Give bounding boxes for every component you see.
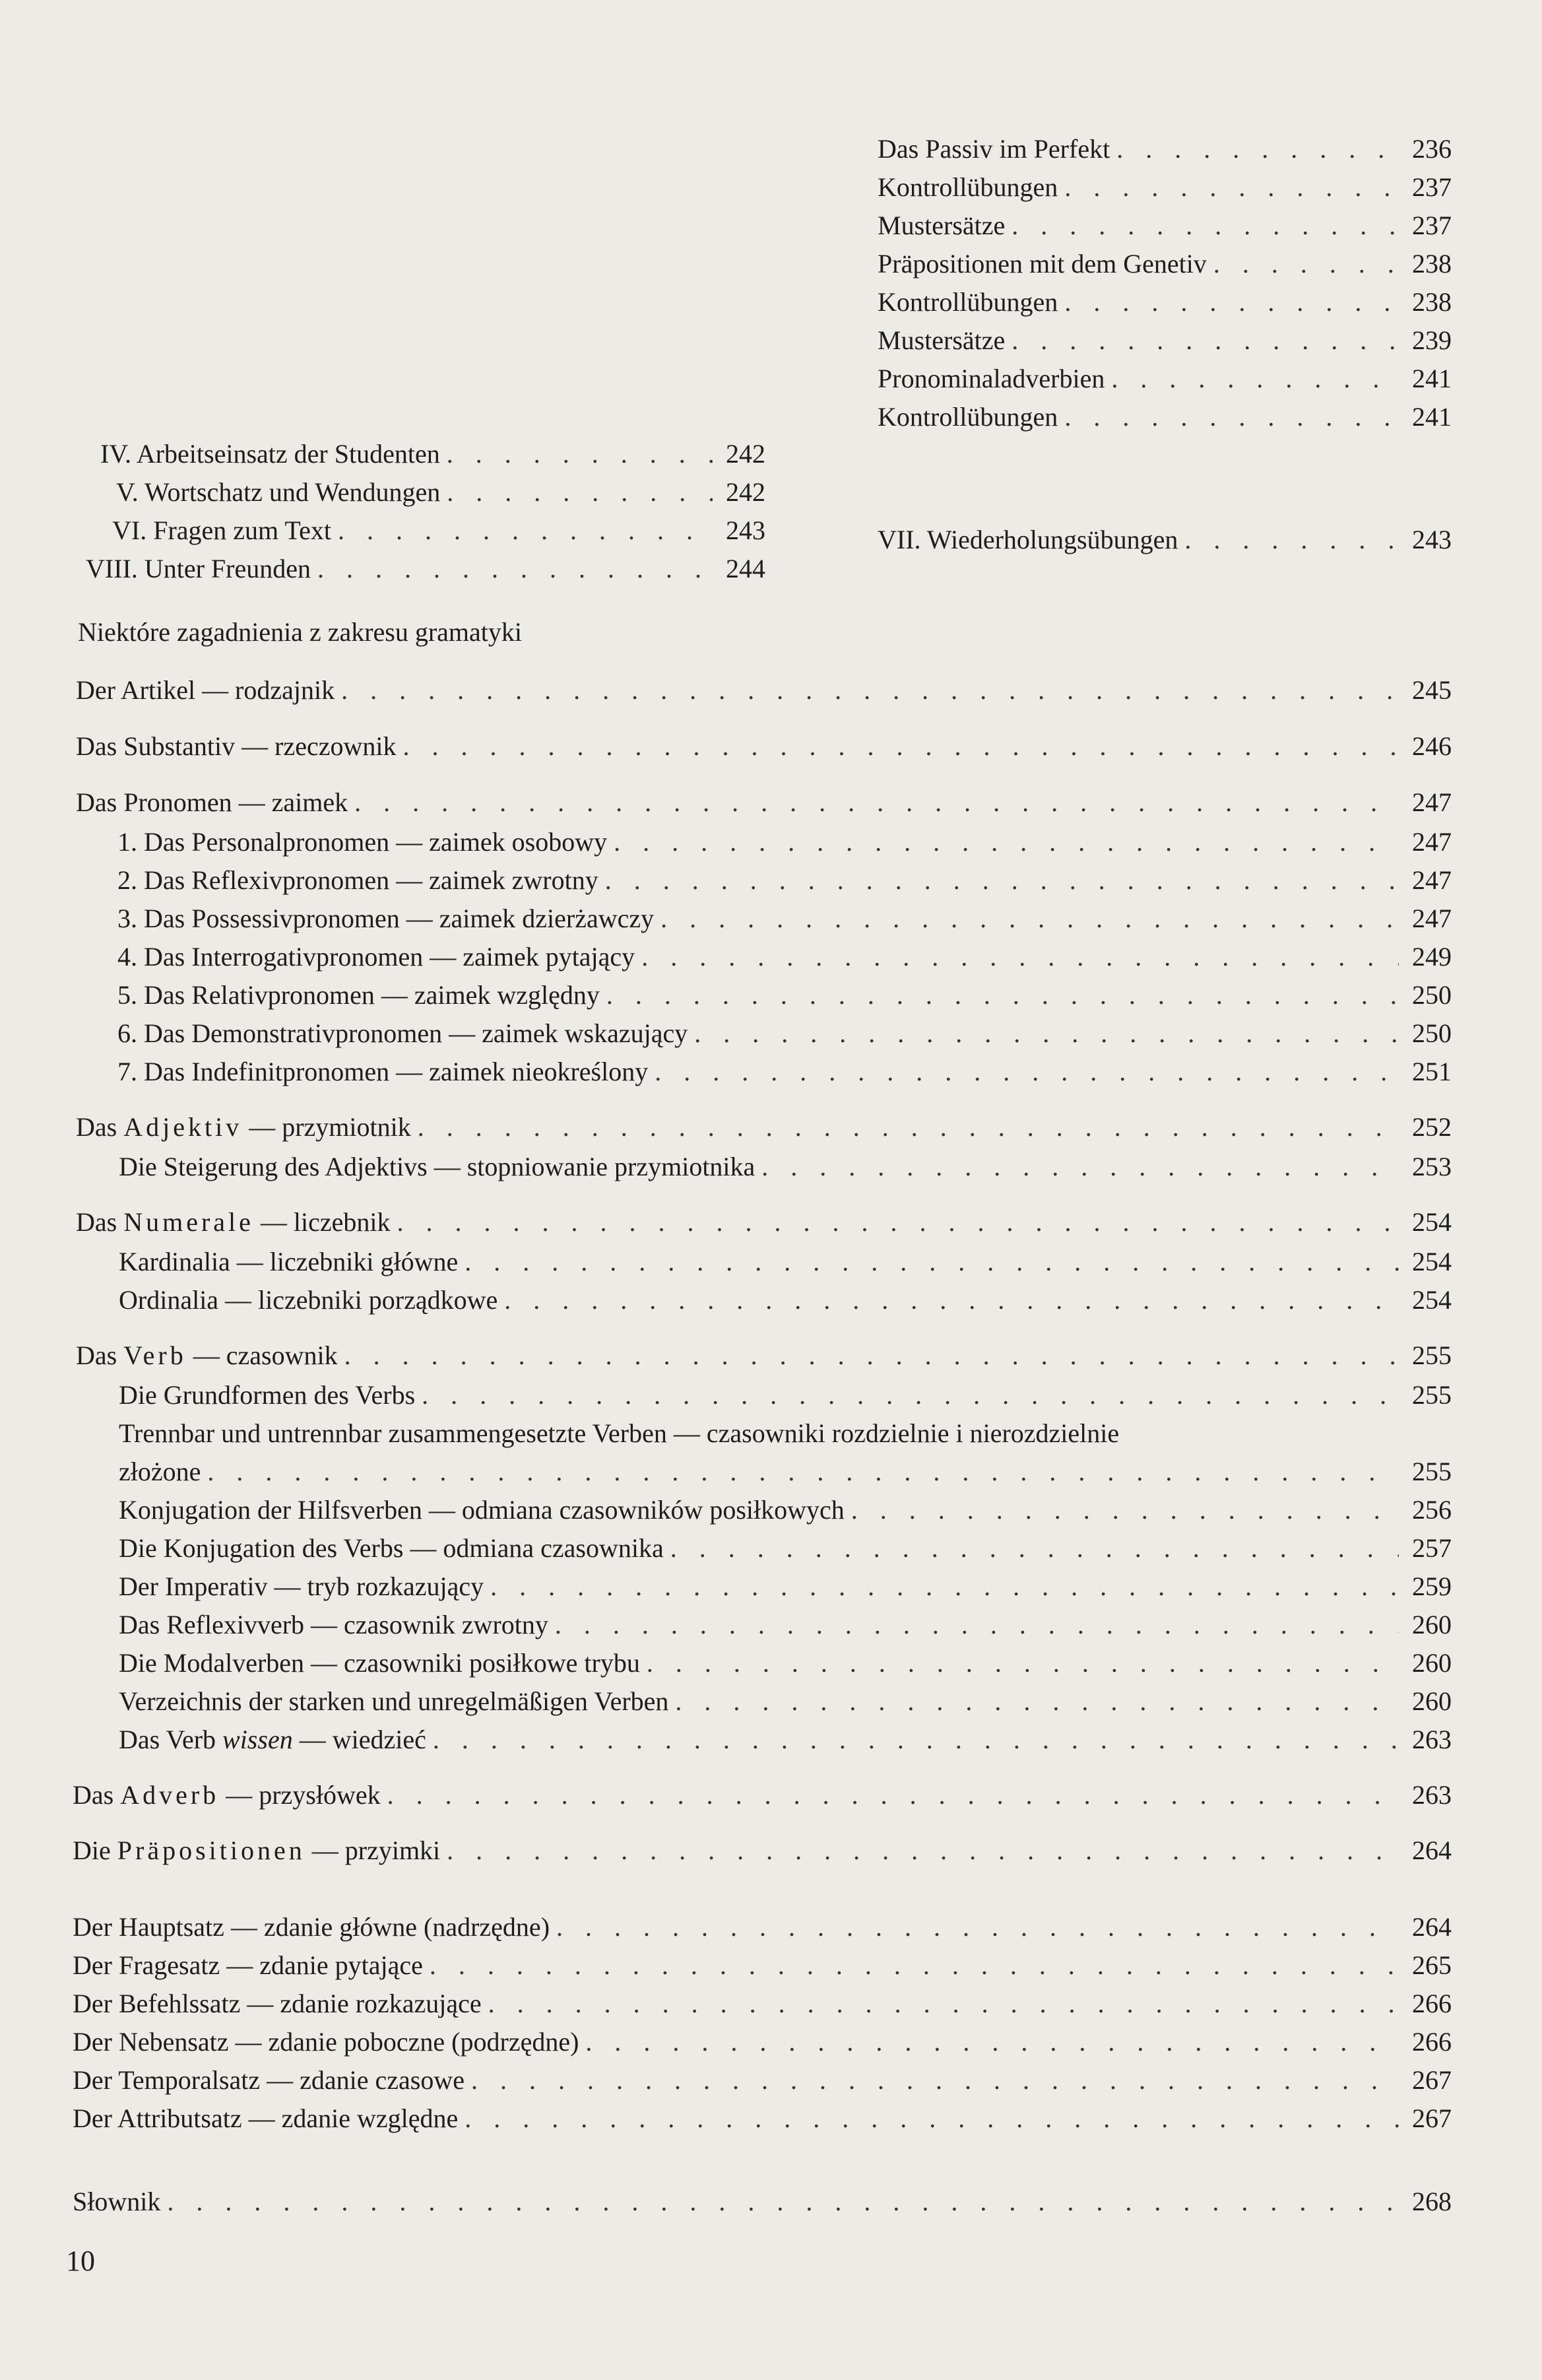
- toc-entry: Das Passiv im Perfekt . . . 236: [878, 132, 1452, 166]
- toc-entry: Das Substantiv — rzeczownik . . . 246: [76, 729, 1452, 764]
- section-heading: Niektóre zagadnienia z zakresu gramatyki: [78, 617, 523, 647]
- toc-entry: Die Präpositionen — przyimki . . . 264: [73, 1834, 1452, 1868]
- toc-entry: Das Adverb — przysłówek . . . 263: [73, 1778, 1452, 1812]
- toc-entry: Słownik . . . 268: [73, 2185, 1452, 2219]
- toc-entry: Der Fragesatz — zdanie pytające . . . 265: [73, 1948, 1452, 1983]
- toc-entry: Präpositionen mit dem Genetiv . . . 238: [878, 247, 1452, 281]
- page-number: 10: [66, 2245, 95, 2277]
- toc-subentry: Verzeichnis der starken und unregelmäßigen Verben . . . 260: [119, 1684, 1452, 1719]
- toc-subentry: Die Modalverben — czasowniki posiłkowe trybu . . . 260: [119, 1646, 1452, 1680]
- toc-entry: Der Artikel — rodzajnik . . . 245: [76, 673, 1452, 708]
- toc-subentry: 6. Das Demonstrativpronomen — zaimek wskazujący . . . 250: [117, 1016, 1452, 1051]
- toc-subentry: złożone . . . 255: [119, 1455, 1452, 1489]
- toc-subentry: Der Imperativ — tryb rozkazujący . . . 259: [119, 1570, 1452, 1604]
- toc-entry: Das Pronomen — zaimek . . . 247: [76, 785, 1452, 820]
- toc-subentry: 7. Das Indefinitpronomen — zaimek nieokreślony . . . 251: [117, 1055, 1452, 1089]
- toc-entry: Mustersätze . . . 239: [878, 323, 1452, 358]
- toc-entry: Kontrollübungen . . . 238: [878, 285, 1452, 319]
- toc-entry: Pronominaladverbien . . . 241: [878, 362, 1452, 396]
- toc-entry: Der Attributsatz — zdanie względne . . . 267: [73, 2101, 1452, 2136]
- toc-subentry: 1. Das Personalpronomen — zaimek osobowy . . . 247: [117, 825, 1452, 859]
- toc-subentry: Die Grundformen des Verbs . . . 255: [119, 1378, 1452, 1412]
- toc-subentry: Das Verb wissen — wiedzieć . . . 263: [119, 1723, 1452, 1757]
- toc-entry: Der Befehlssatz — zdanie rozkazujące . . . 266: [73, 1987, 1452, 2021]
- toc-subentry: Konjugation der Hilfsverben — odmiana czasowników posiłkowych . . . 256: [119, 1493, 1452, 1527]
- toc-entry: Kontrollübungen . . . 241: [878, 400, 1452, 434]
- toc-entry: Das Numerale — liczebnik . . . 254: [76, 1205, 1452, 1240]
- toc-entry: Mustersätze . . . 237: [878, 209, 1452, 243]
- toc-subentry: Kardinalia — liczebniki główne . . . 254: [119, 1245, 1452, 1279]
- toc-entry: VI. Fragen zum Text . . . 243: [86, 513, 765, 548]
- toc-subentry: Die Steigerung des Adjektivs — stopniowanie przymiotnika . . . 253: [119, 1150, 1452, 1184]
- toc-subentry: Das Reflexivverb — czasownik zwrotny . . . 260: [119, 1608, 1452, 1642]
- toc-entry: Kontrollübungen . . . 237: [878, 170, 1452, 205]
- toc-entry: VII. Wiederholungsübungen . . . 243: [878, 523, 1452, 557]
- toc-entry: Das Verb — czasownik . . . 255: [76, 1339, 1452, 1373]
- toc-subentry: 5. Das Relativpronomen — zaimek względny . . . 250: [117, 978, 1452, 1012]
- toc-subentry: Ordinalia — liczebniki porządkowe . . . 254: [119, 1283, 1452, 1317]
- toc-subentry-wrap: Trennbar und untrennbar zusammengesetzte Verben — czasowniki rozdzielnie i nierozdzielnie: [119, 1418, 1120, 1448]
- toc-entry: Der Hauptsatz — zdanie główne (nadrzędne) . . . 264: [73, 1910, 1452, 1944]
- toc-entry: VIII. Unter Freunden . . . 244: [86, 552, 765, 586]
- toc-subentry: 4. Das Interrogativpronomen — zaimek pytający . . . 249: [117, 940, 1452, 974]
- toc-entry: V. Wortschatz und Wendungen . . . 242: [86, 475, 765, 510]
- toc-entry: Das Adjektiv — przymiotnik . . . 252: [76, 1110, 1452, 1144]
- toc-subentry: Die Konjugation des Verbs — odmiana czasownika . . . 257: [119, 1531, 1452, 1566]
- toc-entry: IV. Arbeitseinsatz der Studenten . . . 242: [86, 437, 765, 471]
- toc-subentry: 3. Das Possessivpronomen — zaimek dzierżawczy . . . 247: [117, 902, 1452, 936]
- toc-entry: Der Nebensatz — zdanie poboczne (podrzędne) . . . 266: [73, 2025, 1452, 2059]
- toc-entry: Der Temporalsatz — zdanie czasowe . . . 267: [73, 2063, 1452, 2098]
- toc-subentry: 2. Das Reflexivpronomen — zaimek zwrotny . . . 247: [117, 863, 1452, 898]
